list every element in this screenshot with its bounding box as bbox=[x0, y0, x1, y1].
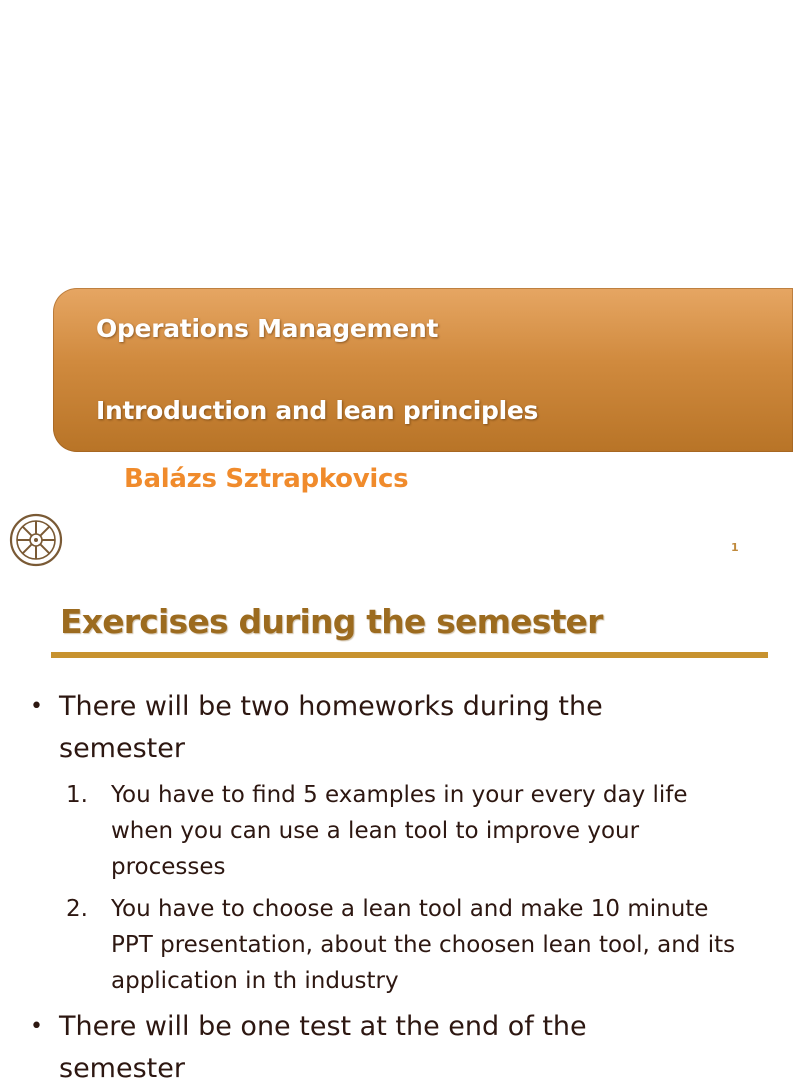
slide-2 bbox=[0, 576, 768, 1084]
numbered-item bbox=[66, 891, 746, 999]
item-number: 1. bbox=[66, 782, 88, 808]
wheel-emblem-icon bbox=[8, 512, 64, 568]
slide-title: Exercises during the semester bbox=[60, 602, 603, 641]
bullet-text: There will be one test at the end of the semester bbox=[59, 1011, 587, 1084]
item-number: 2. bbox=[66, 896, 88, 922]
item-text: You have to find 5 examples in your every day life when you can use a lean tool to improve your processes bbox=[111, 782, 688, 880]
slide-page-number: 1 bbox=[731, 541, 739, 554]
bullet-item bbox=[30, 686, 730, 776]
bullet-item bbox=[30, 1006, 750, 1084]
numbered-item bbox=[66, 777, 746, 885]
title-divider bbox=[51, 652, 768, 658]
lecture-subtitle: Introduction and lean principles bbox=[96, 396, 539, 425]
bullet-dot-icon: • bbox=[30, 1014, 43, 1039]
bullet-text: There will be two homeworks during the semester bbox=[59, 691, 603, 764]
title-banner bbox=[53, 288, 793, 452]
course-title: Operations Management bbox=[96, 314, 439, 343]
item-text: You have to choose a lean tool and make 10 minute PPT presentation, about the choosen lean tool, and its application in th industry bbox=[111, 896, 736, 994]
author-name: Balázs Sztrapkovics bbox=[124, 464, 409, 494]
bullet-dot-icon: • bbox=[30, 694, 43, 719]
